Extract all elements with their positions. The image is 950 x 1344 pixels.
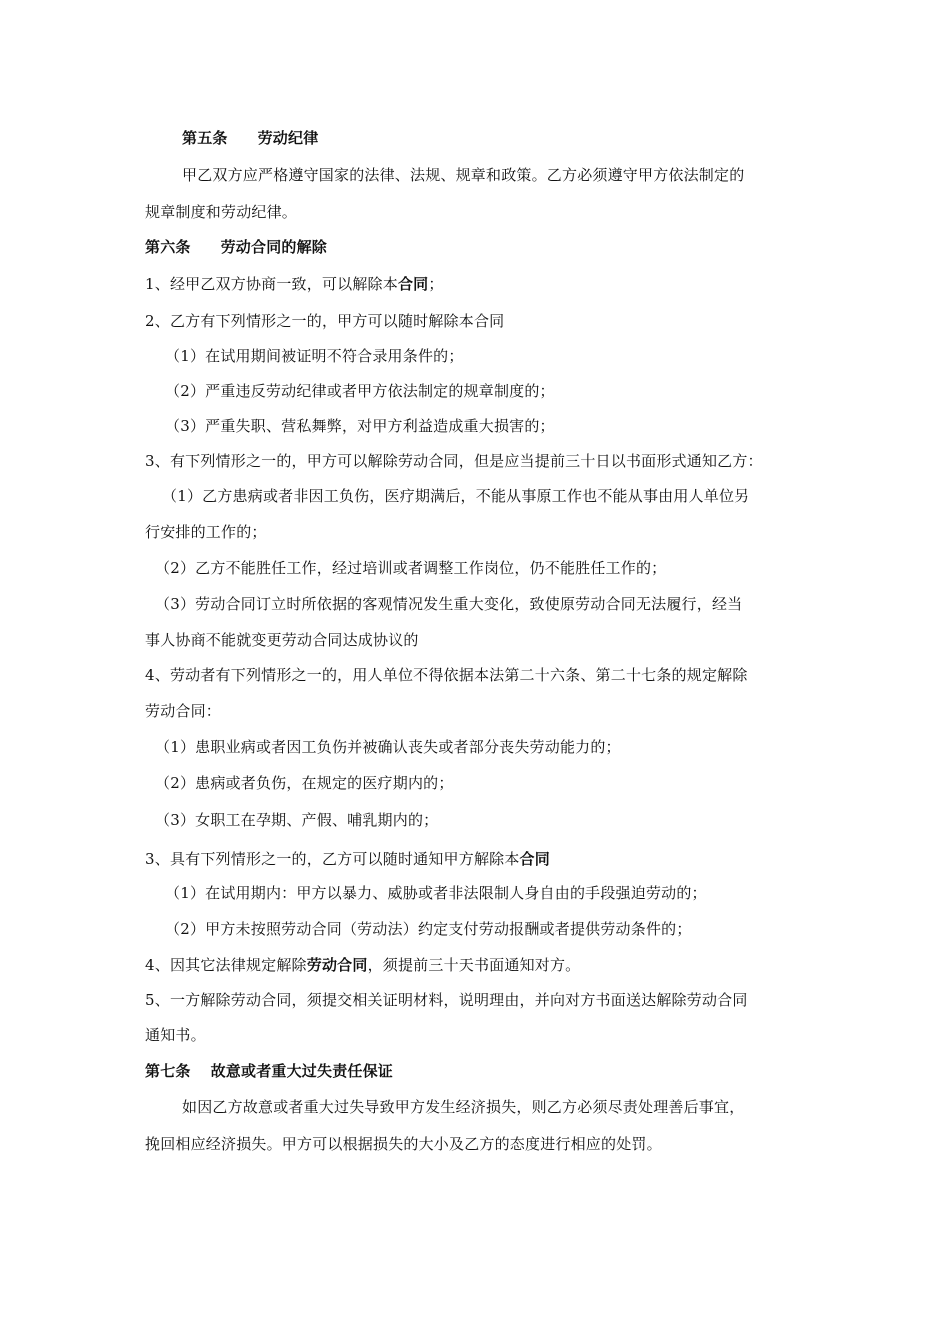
article6-item6-end: ，须提前三十天书面通知对方。 xyxy=(367,956,581,974)
article6-item2-sub3: （3）严重失职、营私舞弊，对甲方利益造成重大损害的； xyxy=(165,417,555,435)
article6-item3-sub1-line1: （1）乙方患病或者非因工负伤，医疗期满后，不能从事原工作也不能从事由用人单位另 xyxy=(162,487,750,505)
article6-item3-sub2: （2）乙方不能胜任工作，经过培训或者调整工作岗位，仍不能胜任工作的； xyxy=(155,559,667,577)
article6-item5-sub1: （1）在试用期内：甲方以暴力、威胁或者非法限制人身自由的手段强迫劳动的； xyxy=(165,884,707,902)
article6-item2: 2、乙方有下列情形之一的，甲方可以随时解除本合同 xyxy=(145,312,505,330)
article6-item4-line1: 4、劳动者有下列情形之一的，用人单位不得依据本法第二十六条、第二十七条的规定解除 xyxy=(145,666,748,684)
article6-item3-sub1-line2: 行安排的工作的； xyxy=(145,523,267,541)
article6-heading xyxy=(145,237,327,257)
article6-item3-sub3-line1: （3）劳动合同订立时所依据的客观情况发生重大变化，致使原劳动合同无法履行，经当 xyxy=(155,595,743,613)
article5-body-line2: 规章制度和劳动纪律。 xyxy=(145,203,298,221)
article6-item5-sub2: （2）甲方未按照劳动合同（劳动法）约定支付劳动报酬或者提供劳动条件的； xyxy=(165,920,692,938)
article6-item1 xyxy=(145,274,444,294)
article6-item6 xyxy=(145,955,580,975)
article6-heading-title: 劳动合同的解除 xyxy=(220,238,328,256)
article5-heading-title: 劳动纪律 xyxy=(257,129,319,147)
article6-item5-emphasis: 合同 xyxy=(519,850,550,868)
article6-item1-text: 1、经甲乙双方协商一致，可以解除本 xyxy=(145,275,398,293)
article6-item6-emphasis: 劳动合同 xyxy=(306,956,368,974)
article5-heading xyxy=(182,128,318,148)
article6-item6-text: 4、因其它法律规定解除 xyxy=(145,956,307,974)
article7-body-line1: 如因乙方故意或者重大过失导致甲方发生经济损失，则乙方必须尽责处理善后事宜， xyxy=(182,1098,745,1116)
article6-item4-sub3: （3）女职工在孕期、产假、哺乳期内的； xyxy=(155,811,439,829)
article6-item1-emphasis: 合同 xyxy=(397,275,429,293)
article6-item3-sub3-line2: 事人协商不能就变更劳动合同达成协议的 xyxy=(145,631,419,649)
article6-item3: 3、有下列情形之一的，甲方可以解除劳动合同，但是应当提前三十日以书面形式通知乙方： xyxy=(145,452,763,470)
article6-heading-number: 第六条 xyxy=(145,238,191,256)
article7-heading-number: 第七条 xyxy=(145,1062,191,1080)
article5-body-line1: 甲乙双方应严格遵守国家的法律、法规、规章和政策。乙方必须遵守甲方依法制定的 xyxy=(182,166,745,184)
article6-item5-text: 3、具有下列情形之一的，乙方可以随时通知甲方解除本 xyxy=(145,850,520,868)
article7-heading xyxy=(145,1061,393,1081)
article6-item7-line1: 5、一方解除劳动合同，须提交相关证明材料，说明理由，并向对方书面送达解除劳动合同 xyxy=(145,991,748,1009)
article6-item1-end: ； xyxy=(428,275,444,293)
article6-item2-sub1: （1）在试用期间被证明不符合录用条件的； xyxy=(165,347,464,365)
article6-item2-sub2: （2）严重违反劳动纪律或者甲方依法制定的规章制度的； xyxy=(165,382,555,400)
article7-body-line2: 挽回相应经济损失。甲方可以根据损失的大小及乙方的态度进行相应的处罚。 xyxy=(145,1135,662,1153)
article7-heading-title: 故意或者重大过失责任保证 xyxy=(210,1062,394,1080)
article6-item4-sub2: （2）患病或者负伤，在规定的医疗期内的； xyxy=(155,774,454,792)
article6-item4-line2: 劳动合同： xyxy=(145,702,222,720)
article5-heading-number: 第五条 xyxy=(182,129,228,147)
article6-item4-sub1: （1）患职业病或者因工负伤并被确认丧失或者部分丧失劳动能力的； xyxy=(155,738,621,756)
article6-item7-line2: 通知书。 xyxy=(145,1026,206,1044)
article6-item5 xyxy=(145,849,550,869)
